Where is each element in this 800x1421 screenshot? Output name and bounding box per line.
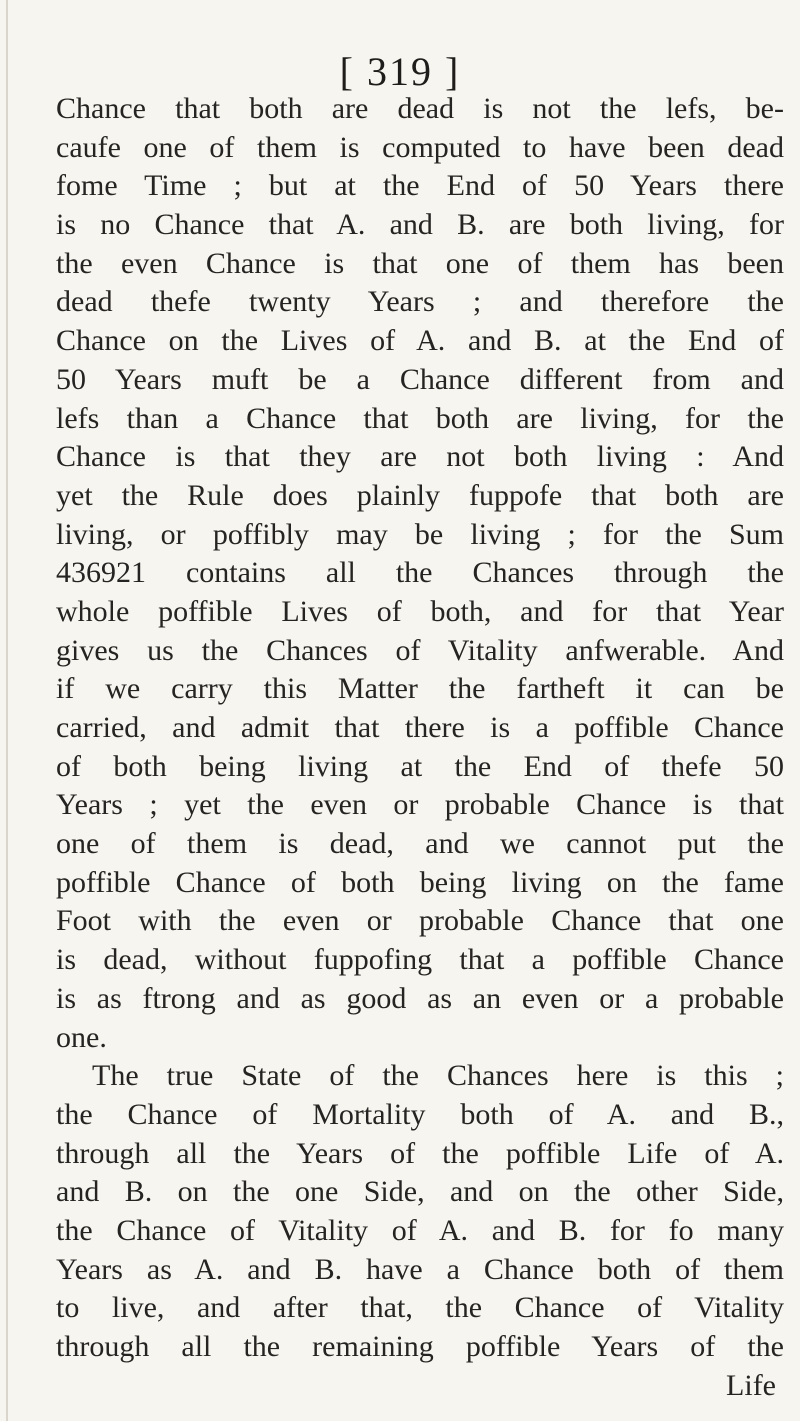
text-line: Foot with the even or probable Chance that one	[56, 904, 784, 938]
text-line: 50 Years muft be a Chance different from and	[56, 362, 784, 396]
text-line: and B. on the one Side, and on the other Side,	[56, 1175, 784, 1209]
text-line: Chance is that they are not both living : And	[56, 440, 784, 474]
text-line: is dead, without fuppofing that a poffible Chance	[56, 943, 784, 977]
catchword: Life	[726, 1368, 776, 1402]
text-line: whole poffible Lives of both, and for that Year	[56, 594, 784, 628]
page-edge-shadow	[6, 0, 8, 1421]
text-line: fome Time ; but at the End of 50 Years there	[56, 169, 784, 203]
text-line: the even Chance is that one of them has been	[56, 246, 784, 280]
text-line: poffible Chance of both being living on the fame	[56, 865, 784, 899]
text-line: caufe one of them is computed to have been dead	[56, 130, 784, 164]
text-line: The true State of the Chances here is this ;	[92, 1059, 784, 1093]
text-line: gives us the Chances of Vitality anfwerable. And	[56, 633, 784, 667]
text-line: of both being living at the End of thefe 50	[56, 749, 784, 783]
text-line: Years ; yet the even or probable Chance is that	[56, 788, 784, 822]
text-line: yet the Rule does plainly fuppofe that both are	[56, 478, 784, 512]
page-number: [ 319 ]	[339, 49, 461, 94]
text-line: is no Chance that A. and B. are both living, for	[56, 208, 784, 242]
text-line: Chance on the Lives of A. and B. at the End of	[56, 324, 784, 358]
text-line: Years as A. and B. have a Chance both of them	[56, 1252, 784, 1286]
text-line: the Chance of Vitality of A. and B. for fo many	[56, 1213, 784, 1247]
text-line: Chance that both are dead is not the lefs, be-	[56, 92, 784, 125]
text-line: lefs than a Chance that both are living, for the	[56, 401, 784, 435]
text-line: is as ftrong and as good as an even or a probable	[56, 981, 784, 1015]
text-line: living, or poffibly may be living ; for the Sum	[56, 517, 784, 551]
text-line: through all the remaining poffible Years of the	[56, 1330, 784, 1363]
text-line: one of them is dead, and we cannot put the	[56, 827, 784, 861]
text-line: the Chance of Mortality both of A. and B.,	[56, 1097, 784, 1131]
text-line: to live, and after that, the Chance of Vitality	[56, 1291, 784, 1325]
text-line: if we carry this Matter the fartheft it can be	[56, 672, 784, 706]
text-line: dead thefe twenty Years ; and therefore the	[56, 285, 784, 319]
body-text	[56, 90, 784, 1405]
text-line: one.	[56, 1020, 107, 1054]
text-line: carried, and admit that there is a poffible Chance	[56, 711, 784, 744]
text-line: 436921 contains all the Chances through the	[56, 556, 784, 590]
text-line: through all the Years of the poffible Life of A.	[56, 1136, 784, 1170]
